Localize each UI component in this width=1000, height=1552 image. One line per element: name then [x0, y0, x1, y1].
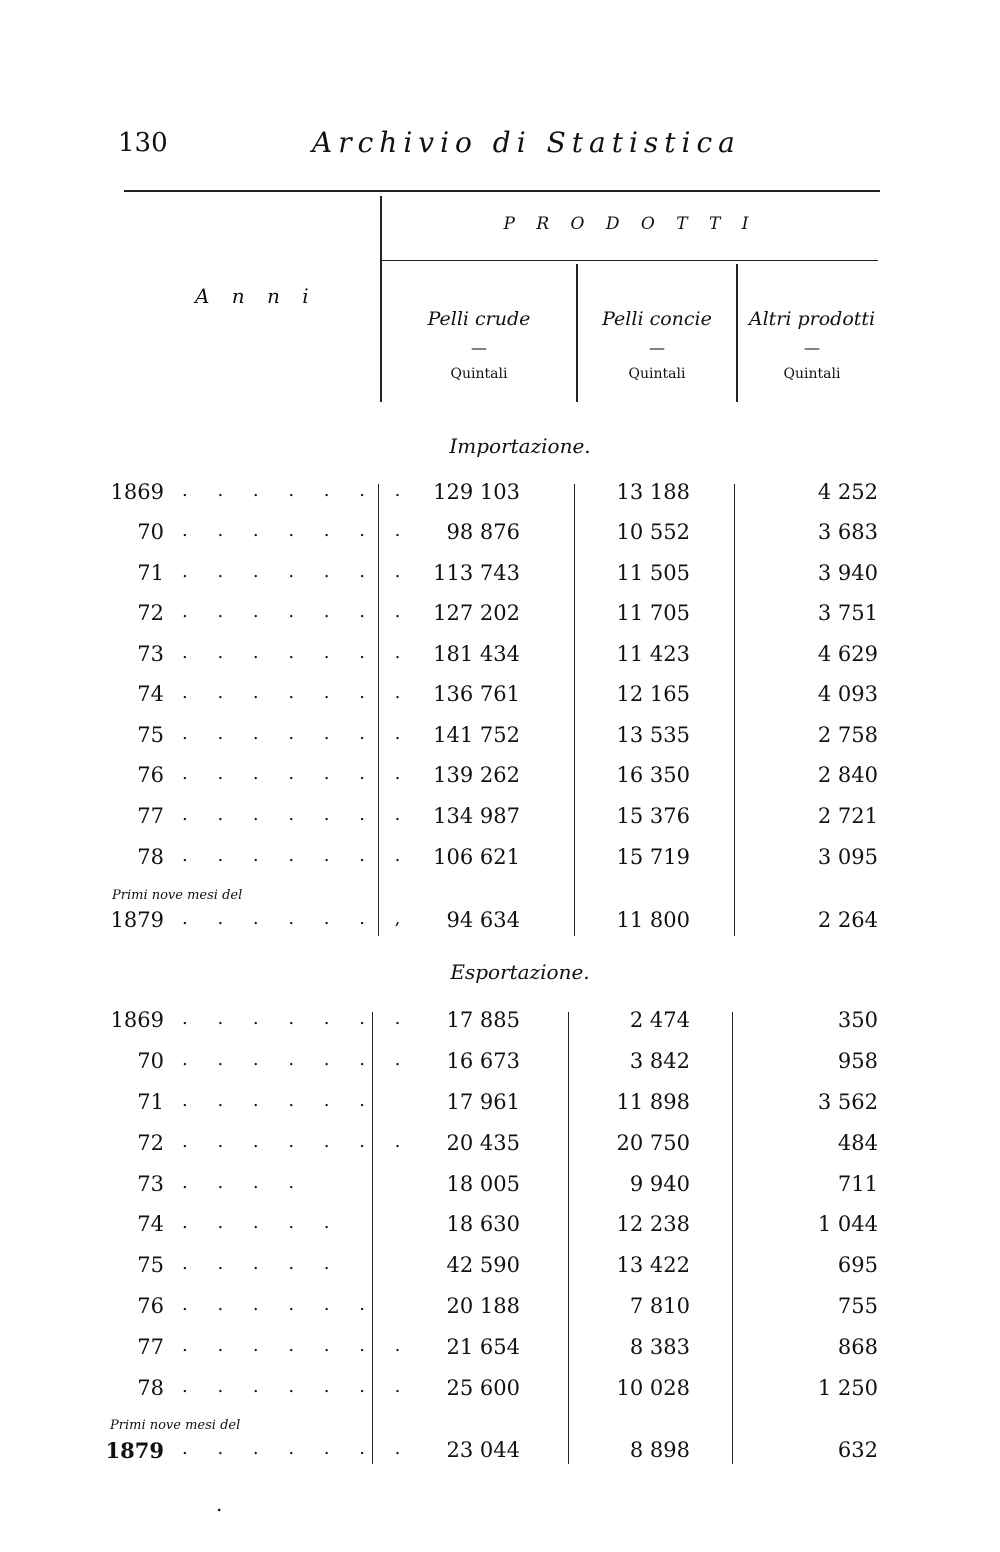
cell-pelli-concie: 20 750: [616, 1131, 690, 1155]
cell-pelli-concie: 2 474: [629, 1008, 690, 1032]
cell-altri-prodotti: 3 562: [817, 1090, 878, 1114]
table-row: [0, 1172, 1000, 1206]
cell-pelli-crude: 18 630: [446, 1212, 520, 1236]
header-prodotti: P R O D O T T I: [503, 214, 757, 234]
col-dash-pelli-crude: —: [471, 338, 487, 357]
row-leader-dots: . . . . . . ,: [182, 908, 413, 929]
cell-pelli-concie: 11 423: [616, 642, 690, 666]
cell-pelli-crude: 17 885: [446, 1008, 520, 1032]
row-leader-dots: . . . . . . .: [182, 480, 413, 501]
row-leader-dots: . . . .: [182, 1172, 307, 1193]
cell-altri-prodotti: 2 840: [817, 763, 878, 787]
cell-altri-prodotti: 695: [837, 1253, 878, 1277]
cell-altri-prodotti: 4 629: [817, 642, 878, 666]
table-row: [0, 1253, 1000, 1287]
partial-year-note: Primi nove mesi del: [112, 888, 243, 903]
cell-altri-prodotti: 1 044: [817, 1212, 878, 1236]
cell-pelli-concie: 11 505: [616, 561, 690, 585]
cell-pelli-crude: 16 673: [446, 1049, 520, 1073]
row-year: 1879: [110, 908, 164, 932]
row-leader-dots: . . . . . . .: [182, 1438, 413, 1459]
table-row: [0, 561, 1000, 595]
table-row: [0, 520, 1000, 554]
row-year: 73: [137, 642, 164, 666]
cell-altri-prodotti: 755: [837, 1294, 878, 1318]
col-header-pelli-concie: Pelli concie: [602, 308, 712, 330]
table-row: [0, 723, 1000, 757]
cell-altri-prodotti: 3 940: [817, 561, 878, 585]
table-row: [0, 804, 1000, 838]
row-leader-dots: . . . . . . .: [182, 763, 413, 784]
col-unit-altri-prodotti: Quintali: [783, 366, 841, 382]
cell-altri-prodotti: 1 250: [817, 1376, 878, 1400]
row-leader-dots: . . . . . . .: [182, 1008, 413, 1029]
table-row: [0, 845, 1000, 879]
row-year: 78: [137, 1376, 164, 1400]
table-row: [0, 1049, 1000, 1083]
col-unit-pelli-crude: Quintali: [450, 366, 508, 382]
cell-altri-prodotti: 3 683: [817, 520, 878, 544]
cell-pelli-crude: 134 987: [433, 804, 520, 828]
row-leader-dots: . . . . . . .: [182, 561, 413, 582]
row-year: 75: [137, 723, 164, 747]
table-row: [0, 1376, 1000, 1410]
cell-pelli-concie: 11 800: [616, 908, 690, 932]
section-title-esportazione: Esportazione.: [450, 960, 590, 984]
cell-pelli-concie: 7 810: [629, 1294, 690, 1318]
cell-altri-prodotti: 3 751: [817, 601, 878, 625]
cell-altri-prodotti: 4 093: [817, 682, 878, 706]
row-leader-dots: . . . . . . .: [182, 682, 413, 703]
table-row: [0, 1438, 1000, 1472]
cell-pelli-crude: 139 262: [433, 763, 520, 787]
row-year: 74: [137, 1212, 164, 1236]
col-dash-altri-prodotti: —: [804, 338, 820, 357]
row-year: 74: [137, 682, 164, 706]
cell-pelli-concie: 9 940: [629, 1172, 690, 1196]
cell-altri-prodotti: 4 252: [817, 480, 878, 504]
col-header-pelli-crude: Pelli crude: [427, 308, 531, 330]
col-header-altri-prodotti: Altri prodotti: [748, 308, 876, 330]
cell-altri-prodotti: 2 758: [817, 723, 878, 747]
cell-altri-prodotti: 868: [837, 1335, 878, 1359]
cell-pelli-crude: 129 103: [433, 480, 520, 504]
row-year: 70: [137, 1049, 164, 1073]
row-year: 76: [137, 1294, 164, 1318]
cell-pelli-crude: 141 752: [433, 723, 520, 747]
row-year: 71: [137, 1090, 164, 1114]
table-row: [0, 1212, 1000, 1246]
cell-pelli-concie: 3 842: [629, 1049, 690, 1073]
page-number: 130: [118, 128, 168, 158]
row-leader-dots: . . . . . .: [182, 1090, 377, 1111]
row-leader-dots: . . . . . . .: [182, 845, 413, 866]
cell-altri-prodotti: 3 095: [817, 845, 878, 869]
footer-mark: .: [216, 1492, 223, 1516]
header-group-rule: [382, 260, 878, 261]
row-year: 72: [137, 601, 164, 625]
row-year: 73: [137, 1172, 164, 1196]
cell-altri-prodotti: 958: [837, 1049, 878, 1073]
cell-pelli-crude: 181 434: [433, 642, 520, 666]
cell-pelli-concie: 10 552: [616, 520, 690, 544]
table-row: [0, 763, 1000, 797]
cell-altri-prodotti: 632: [837, 1438, 878, 1462]
running-title: Archivio di Statistica: [312, 126, 741, 159]
table-row: [0, 1335, 1000, 1369]
row-year: 75: [137, 1253, 164, 1277]
col-dash-pelli-concie: —: [649, 338, 665, 357]
partial-year-note: Primi nove mesi del: [110, 1418, 241, 1433]
cell-pelli-concie: 15 376: [616, 804, 690, 828]
cell-altri-prodotti: 484: [837, 1131, 878, 1155]
cell-pelli-concie: 13 535: [616, 723, 690, 747]
cell-pelli-concie: 15 719: [616, 845, 690, 869]
row-year: 1869: [110, 1008, 164, 1032]
table-row: [0, 601, 1000, 635]
row-leader-dots: . . . . .: [182, 1253, 342, 1274]
cell-pelli-crude: 136 761: [433, 682, 520, 706]
row-leader-dots: . . . . .: [182, 1212, 342, 1233]
cell-altri-prodotti: 711: [837, 1172, 878, 1196]
cell-pelli-crude: 25 600: [446, 1376, 520, 1400]
table-row: [0, 642, 1000, 676]
row-year: 70: [137, 520, 164, 544]
cell-pelli-concie: 13 422: [616, 1253, 690, 1277]
table-row: [0, 1090, 1000, 1124]
cell-pelli-concie: 10 028: [616, 1376, 690, 1400]
cell-pelli-concie: 16 350: [616, 763, 690, 787]
row-leader-dots: . . . . . . .: [182, 1335, 413, 1356]
cell-altri-prodotti: 2 264: [817, 908, 878, 932]
row-year: 1869: [110, 480, 164, 504]
row-year: 1879: [105, 1438, 164, 1463]
cell-pelli-concie: 12 238: [616, 1212, 690, 1236]
cell-pelli-concie: 11 705: [616, 601, 690, 625]
cell-pelli-crude: 21 654: [446, 1335, 520, 1359]
row-year: 78: [137, 845, 164, 869]
table-row: [0, 682, 1000, 716]
cell-pelli-concie: 8 383: [629, 1335, 690, 1359]
row-leader-dots: . . . . . . .: [182, 1376, 413, 1397]
cell-altri-prodotti: 2 721: [817, 804, 878, 828]
cell-pelli-concie: 11 898: [616, 1090, 690, 1114]
row-leader-dots: . . . . . .: [182, 1294, 377, 1315]
row-leader-dots: . . . . . . .: [182, 1049, 413, 1070]
cell-pelli-crude: 17 961: [446, 1090, 520, 1114]
table-row: [0, 1131, 1000, 1165]
table-row: [0, 1008, 1000, 1042]
row-year: 76: [137, 763, 164, 787]
cell-pelli-crude: 127 202: [433, 601, 520, 625]
cell-pelli-crude: 113 743: [433, 561, 520, 585]
row-leader-dots: . . . . . . .: [182, 804, 413, 825]
row-year: 77: [137, 804, 164, 828]
table-row: [0, 1294, 1000, 1328]
cell-pelli-concie: 12 165: [616, 682, 690, 706]
cell-pelli-concie: 13 188: [616, 480, 690, 504]
top-rule: [124, 190, 880, 192]
table-row: [0, 908, 1000, 942]
header-anni: A n n i: [195, 284, 317, 308]
section-title-importazione: Importazione.: [449, 434, 591, 458]
col-unit-pelli-concie: Quintali: [628, 366, 686, 382]
cell-pelli-crude: 98 876: [446, 520, 520, 544]
row-leader-dots: . . . . . . .: [182, 642, 413, 663]
row-year: 72: [137, 1131, 164, 1155]
cell-pelli-crude: 20 435: [446, 1131, 520, 1155]
cell-pelli-concie: 8 898: [629, 1438, 690, 1462]
row-year: 71: [137, 561, 164, 585]
cell-pelli-crude: 23 044: [446, 1438, 520, 1462]
cell-pelli-crude: 18 005: [446, 1172, 520, 1196]
row-leader-dots: . . . . . . .: [182, 1131, 413, 1152]
row-leader-dots: . . . . . . .: [182, 520, 413, 541]
cell-altri-prodotti: 350: [837, 1008, 878, 1032]
row-year: 77: [137, 1335, 164, 1359]
row-leader-dots: . . . . . . .: [182, 723, 413, 744]
cell-pelli-crude: 20 188: [446, 1294, 520, 1318]
cell-pelli-crude: 42 590: [446, 1253, 520, 1277]
cell-pelli-crude: 106 621: [433, 845, 520, 869]
table-row: [0, 480, 1000, 514]
row-leader-dots: . . . . . . .: [182, 601, 413, 622]
cell-pelli-crude: 94 634: [446, 908, 520, 932]
